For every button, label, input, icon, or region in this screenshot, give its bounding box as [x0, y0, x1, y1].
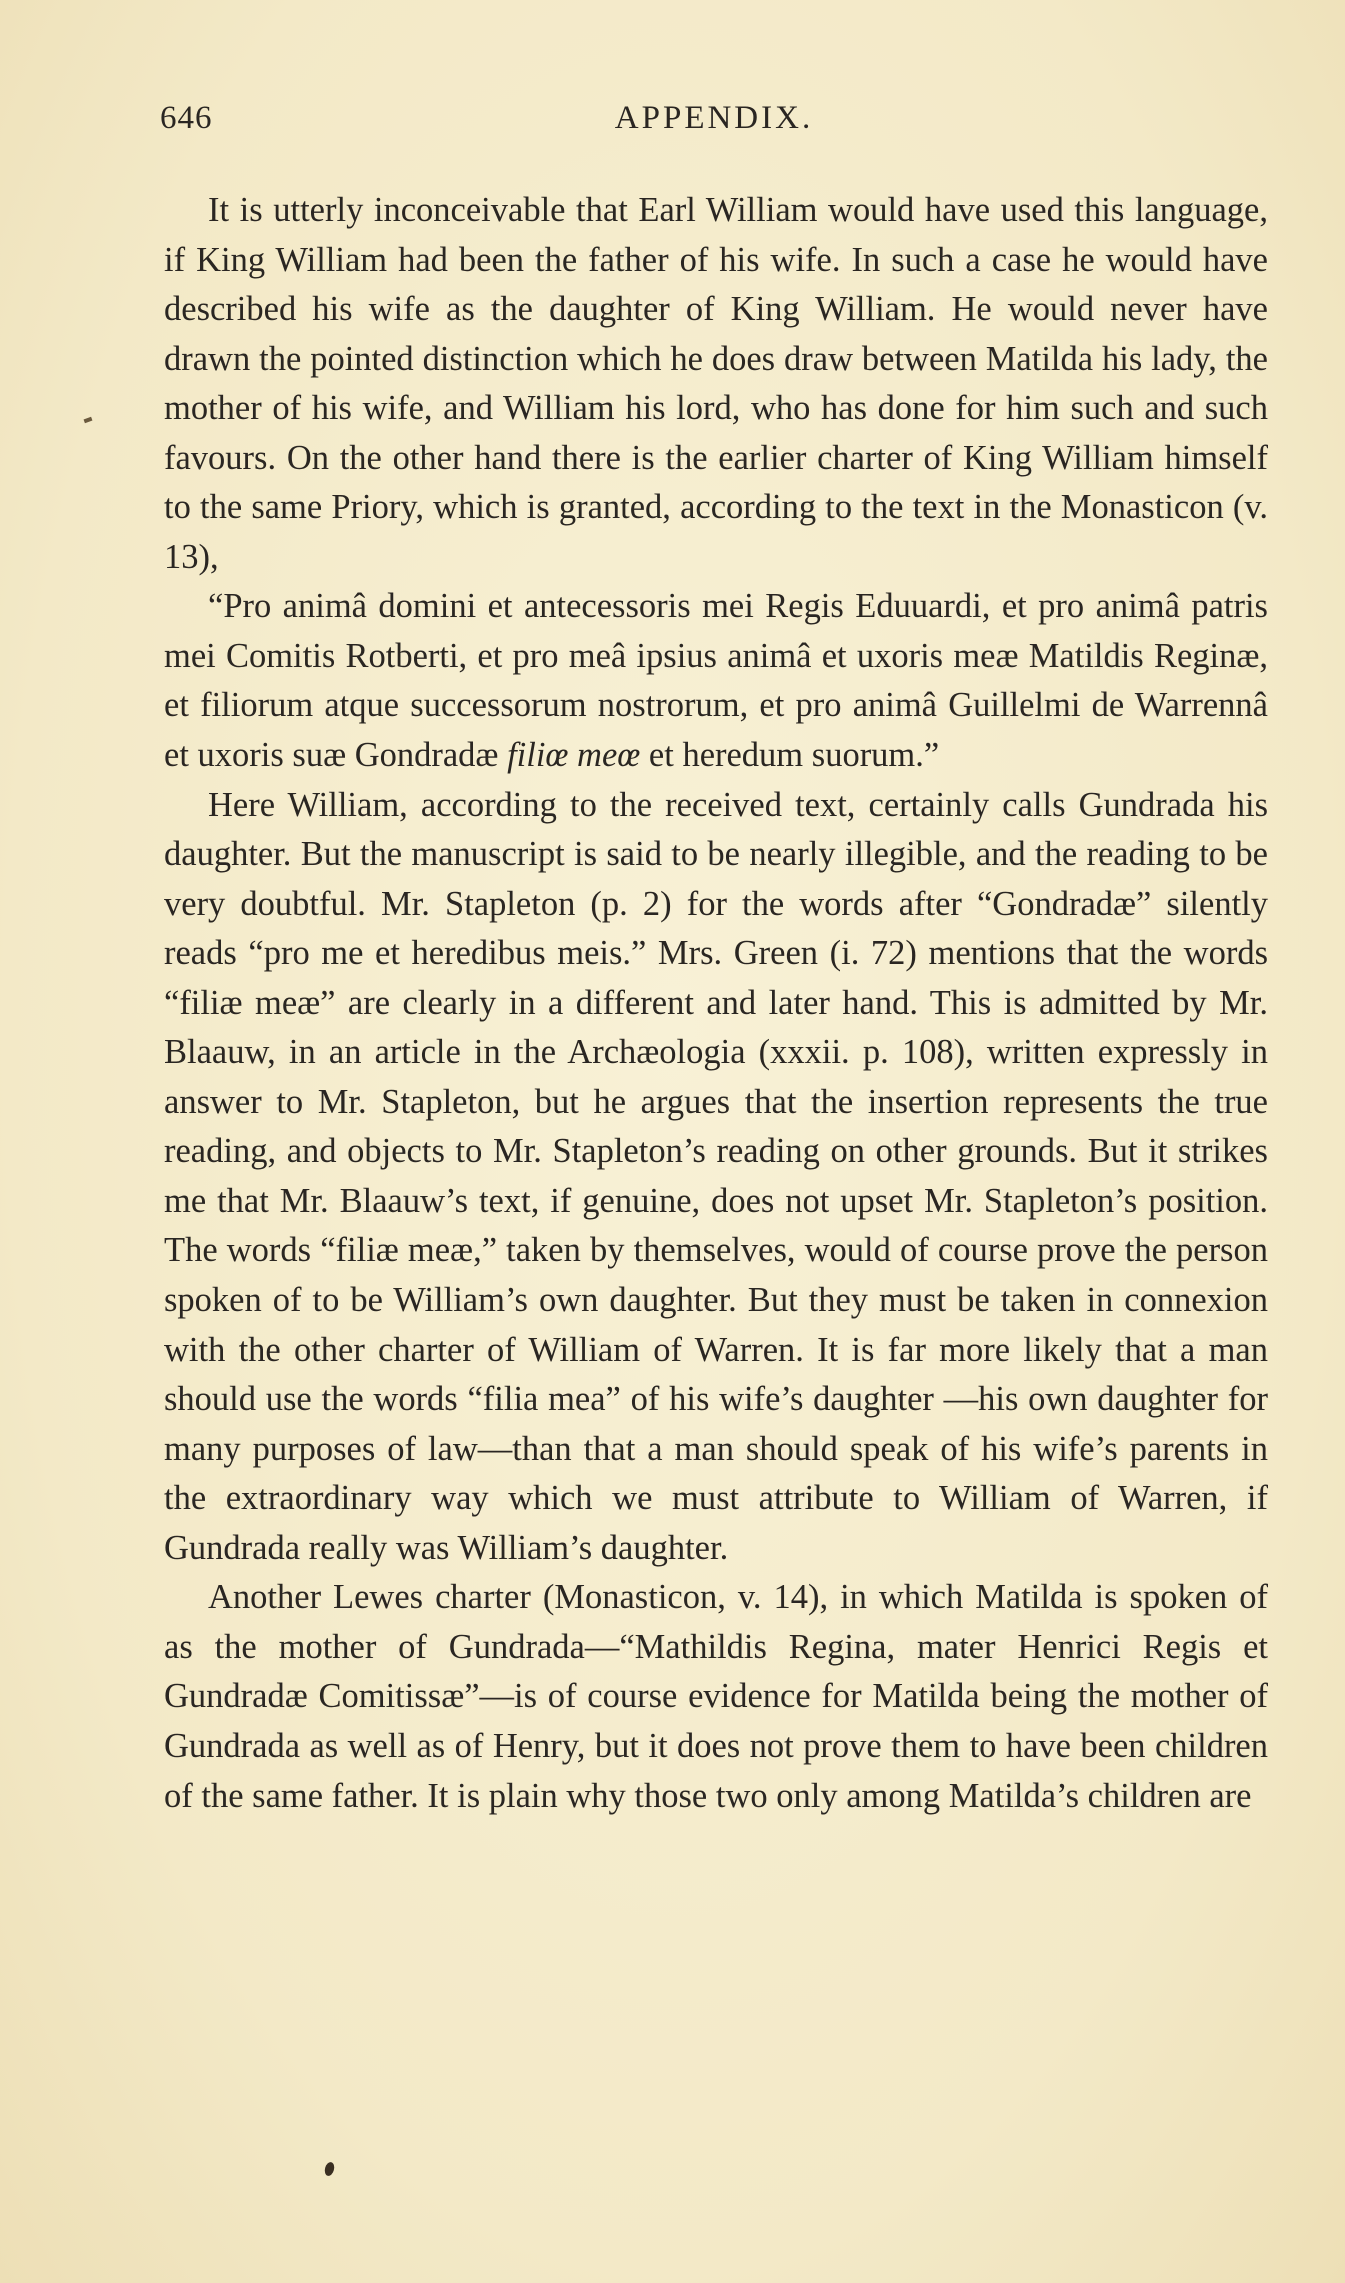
margin-mark — [84, 417, 93, 423]
latin-quotation — [164, 582, 1268, 780]
quote-text-start: “Pro animâ domini et antecessoris mei Regis Eduuardi, et pro animâ patris mei Comitis Rotberti, et pro meâ ipsius animâ et uxoris meæ Matildis Reginæ, et filiorum atque successorum nostrorum, et pro animâ Guillelmi de Warrennâ et uxoris suæ Gondradæ — [164, 587, 1268, 775]
quote-text-end: et heredum suorum.” — [640, 736, 940, 775]
quote-italic-phrase: filiœ meœ — [507, 736, 641, 775]
paragraph-1: It is utterly inconceivable that Earl William would have used this language, if King William had been the father of his wife. In such a case he would have described his wife as the daughter of King William. He would never have drawn the pointed distinction which he does draw between Matilda his lady, the mother of his wife, and William his lord, who has done for him such and such favours. On the other hand there is the earlier charter of King William himself to the same Priory, which is granted, according to the text in the Monasticon (v. 13), — [164, 191, 1268, 576]
body-text — [164, 186, 1268, 1821]
page-header — [160, 100, 1268, 150]
ink-spot — [323, 2161, 335, 2177]
page-number: 646 — [160, 100, 213, 136]
paragraph-2: Here William, according to the received text, certainly calls Gundrada his daughter. But the manuscript is said to be nearly illegible, and the reading to be very doubtful. Mr. Stapleton (p. 2) for the words after “Gondradæ” silently reads “pro me et heredibus meis.” Mrs. Green (i. 72) mentions that the words “filiæ meæ” are clearly in a different and later hand. This is admitted by Mr. Blaauw, in an article in the Archæologia (xxxii. p. 108), written expressly in answer to Mr. Stapleton, but he argues that the insertion represents the true reading, and objects to Mr. Stapleton’s reading on other grounds. But it strikes me that Mr. Blaauw’s text, if genuine, does not upset Mr. Stapleton’s position. The words “filiæ meæ,” taken by themselves, would of course prove the person spoken of to be William’s own daughter. But they must be taken in connexion with the other charter of William of Warren. It is far more likely that a man should use the words “filia mea” of his wife’s daughter —his own daughter for many purposes of law—than that a man should speak of his wife’s parents in the extraordinary way which we must attribute to William of Warren, if Gundrada really was William’s daughter. — [164, 785, 1268, 1567]
running-head: APPENDIX. — [614, 100, 814, 136]
paragraph-3: Another Lewes charter (Monasticon, v. 14), in which Matilda is spoken of as the mother of Gundrada—“Mathildis Regina, mater Henrici Regis et Gundradæ Comitissæ”—is of course evidence for Matilda being the mother of Gundrada as well as of Henry, but it does not prove them to have been children of the same father. It is plain why those two only among Matilda’s children are — [164, 1578, 1268, 1815]
